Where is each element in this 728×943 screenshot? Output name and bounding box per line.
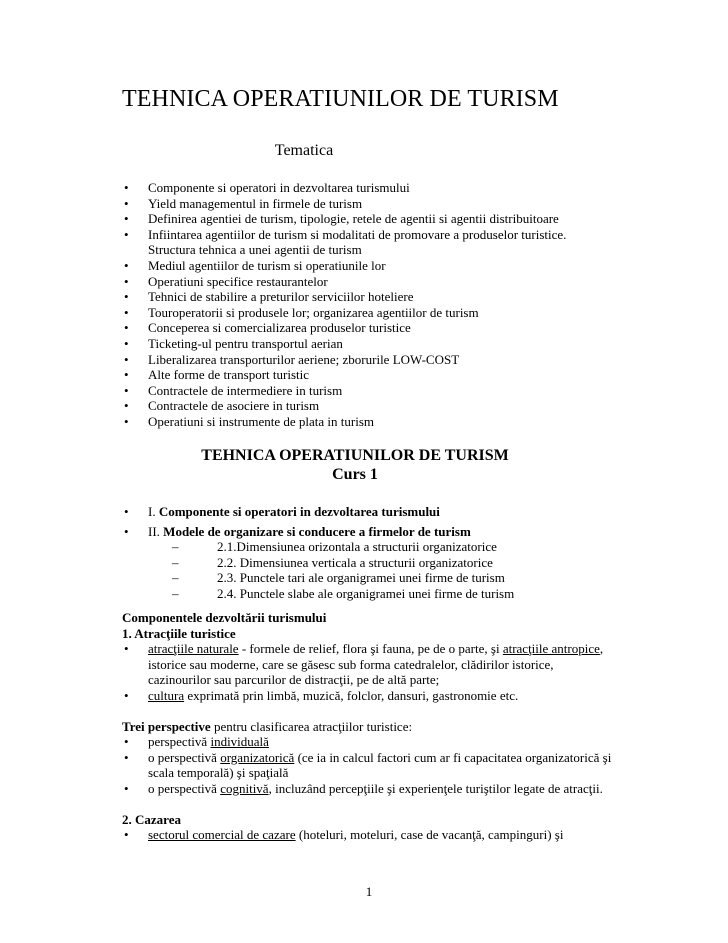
bullet-icon: • <box>124 273 129 289</box>
sub-item: – 2.2. Dimensiunea verticala a structurii organizatorice <box>172 554 493 570</box>
bullet-icon: • <box>124 257 129 273</box>
page-footer <box>0 884 728 900</box>
list-item: • Contractele de asociere in turism <box>124 398 320 414</box>
section-components <box>122 610 652 843</box>
dash-icon: – <box>172 570 179 586</box>
bullet-icon: • <box>124 749 129 765</box>
list-item: • Operatiuni specifice restaurantelor <box>124 273 328 289</box>
sub-item: – 2.3. Punctele tari ale organigramei unei firme de turism <box>172 570 505 586</box>
bullet-icon: • <box>124 827 129 843</box>
dash-icon: – <box>172 585 179 601</box>
bullet-icon: • <box>124 289 129 305</box>
perspectives-intro: Trei perspective pentru clasificarea atracţiilor turistice: <box>122 718 413 734</box>
list-item: • Touroperatorii si produsele lor; organizarea agentiilor de turism <box>124 304 479 320</box>
list-item: • Alte forme de transport turistic <box>124 367 310 383</box>
bullet-icon: • <box>124 211 129 227</box>
bullet-icon: • <box>124 780 129 796</box>
list-item: • Tehnici de stabilire a preturilor serviciilor hoteliere <box>124 289 414 305</box>
bullet-icon: • <box>124 687 129 703</box>
list-item: • cultura exprimată prin limbă, muzică, folclor, dansuri, gastronomie etc. <box>124 687 519 703</box>
dash-icon: – <box>172 554 179 570</box>
list-item: • II. Modele de organizare si conducere a firmelor de turism <box>124 523 471 539</box>
list-item: • atracţiile naturale - formele de relief, flora şi fauna, pe de o parte, şi atracţiile antropice, istorice sau moderne, care se găsesc sub forma catedralelor, clădirilor istorice, cazinourilor sau parcurilor de distracţii, pe de altă parte; <box>124 641 604 688</box>
bullet-icon: • <box>124 351 129 367</box>
list-item: • I. Componente si operatori in dezvoltarea turismului <box>124 504 440 519</box>
list-item: • Conceperea si comercializarea produselor turistice <box>124 320 411 336</box>
list-item: • Operatiuni si instrumente de plata in turism <box>124 413 375 429</box>
bullet-icon: • <box>124 226 129 242</box>
list-item: • Contractele de intermediere in turism <box>124 382 343 398</box>
bullet-icon: • <box>124 304 129 320</box>
course-title: TEHNICA OPERATIUNILOR DE TURISM <box>201 447 509 464</box>
bullet-icon: • <box>124 382 129 398</box>
bullet-icon: • <box>124 367 129 383</box>
list-item: • Definirea agentiei de turism, tipologie, retele de agentii si agentii distribuitoare <box>124 211 559 227</box>
section-heading: Componentele dezvoltării turismului <box>122 610 327 625</box>
subsection-heading: 1. Atracţiile turistice <box>122 625 236 641</box>
sub-item: – 2.4. Punctele slabe ale organigramei unei firme de turism <box>172 585 515 601</box>
list-item: • Infiintarea agentiilor de turism si modalitati de promovare a produselor turistice. Structura tehnica a unei agentii de turism <box>124 226 567 258</box>
bullet-icon: • <box>124 641 129 657</box>
topics-list <box>122 180 642 430</box>
list-item: • Componente si operatori in dezvoltarea turismului <box>124 180 410 195</box>
list-item: • Liberalizarea transporturilor aeriene; zborurile LOW-COST <box>124 351 460 367</box>
bullet-icon: • <box>124 180 129 195</box>
bullet-icon: • <box>124 523 129 539</box>
bullet-icon: • <box>124 398 129 414</box>
sub-item: – 2.1.Dimensiunea orizontala a structurii organizatorice <box>172 539 497 555</box>
dash-icon: – <box>172 539 179 555</box>
list-item: • perspectivă individuală <box>124 734 269 750</box>
list-item: • Ticketing-ul pentru transportul aerian <box>124 335 343 351</box>
subsection-heading: 2. Cazarea <box>122 811 181 827</box>
bullet-icon: • <box>124 734 129 750</box>
bullet-icon: • <box>124 195 129 211</box>
list-item: • sectorul comercial de cazare (hoteluri, moteluri, case de vacanţă, campinguri) şi <box>124 827 564 843</box>
bullet-icon: • <box>124 335 129 351</box>
bullet-icon: • <box>124 504 129 519</box>
list-item: • o perspectivă cognitivă, incluzând percepţiile şi experienţele turiştilor legate de atracţii. <box>124 780 603 796</box>
subtitle: Tematica <box>274 142 334 159</box>
list-item: • Mediul agentiilor de turism si operatiunile lor <box>124 257 386 273</box>
main-title: TEHNICA OPERATIUNILOR DE TURISM <box>122 86 559 112</box>
course-subtitle: Curs 1 <box>332 466 378 483</box>
bullet-icon: • <box>124 413 129 429</box>
course-outline <box>122 504 642 602</box>
list-item: • o perspectivă organizatorică (ce ia in calcul factori cum ar fi capacitatea organizatorică şi scala temporală) şi spaţială <box>124 749 612 781</box>
page-number: 1 <box>365 884 373 899</box>
list-item: • Yield managementul in firmele de turism <box>124 195 363 211</box>
bullet-icon: • <box>124 320 129 336</box>
